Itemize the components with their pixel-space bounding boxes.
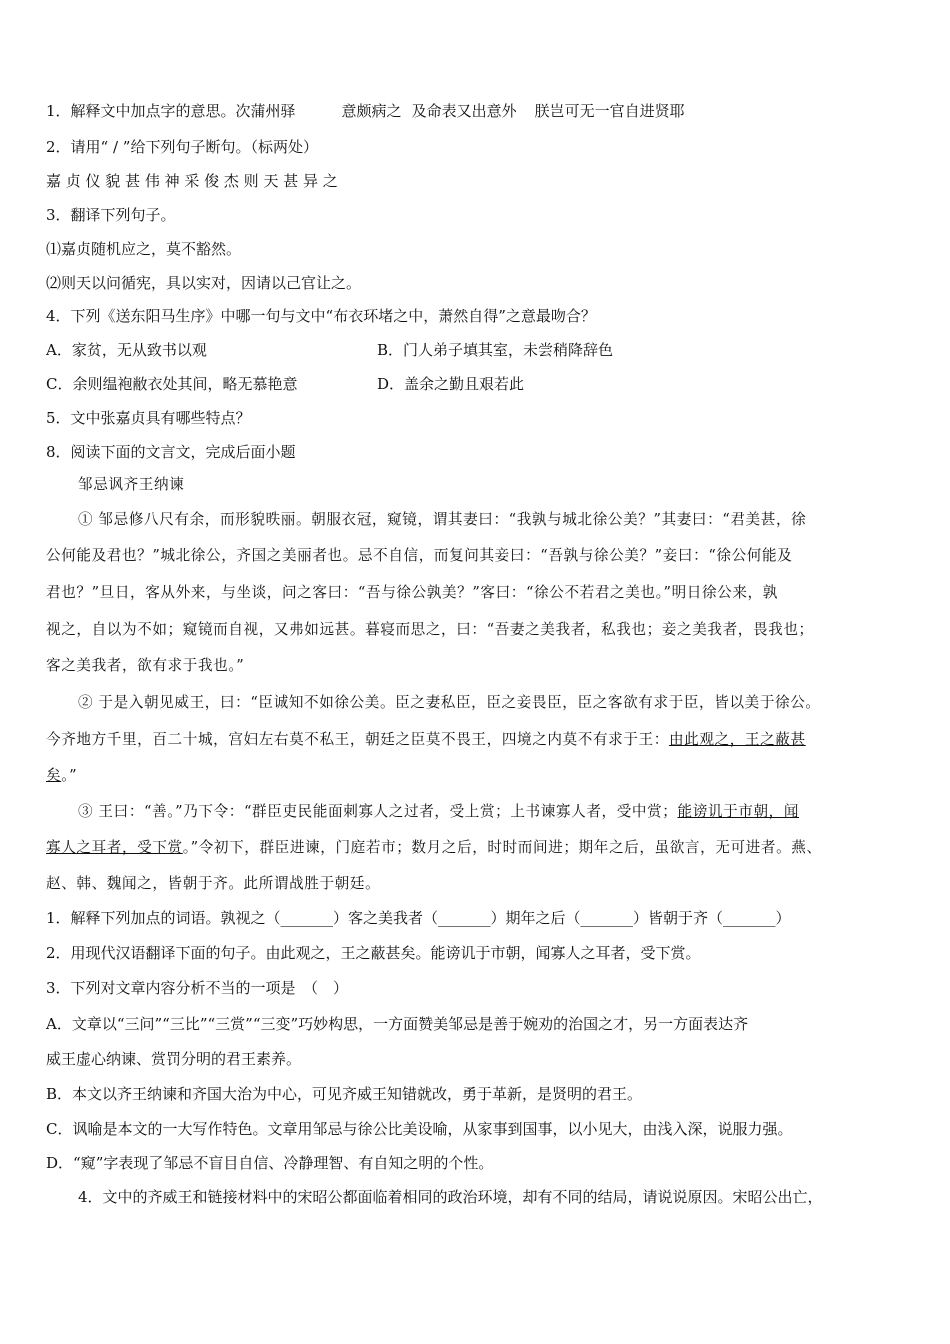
passage-p2-line-2: 今齐地方千里，百二十城，宫妇左右莫不私王，朝廷之臣莫不畏王，四境之内莫不有求于王：由此观之，王之蔽甚 [46,731,806,748]
option-c: C．余则缊袍敝衣处其间，略无慕艳意 [46,375,298,393]
passage-p1-line-2: 公何能及君也？”城北徐公，齐国之美丽者也。忌不自信，而复问其妾曰：“吾孰与徐公美？”妾曰：“徐公何能及 [46,547,793,564]
passage-p2-line-1: ② 于是入朝见威王，曰：“臣诚知不如徐公美。臣之妻私臣，臣之妾畏臣，臣之客欲有求于臣，皆以美于徐公。 [78,694,821,711]
question-7-2: 2．请用“ / ”给下列句子断句。（标两处） [46,138,318,156]
question-8-3-option-a-line-2: 威王虚心纳谏、赏罚分明的君王素养。 [46,1050,302,1068]
option-b: B．门人弟子填其室，未尝稍降辞色 [377,341,614,359]
question-8-3: 3．下列对文章内容分析不当的一项是 （ ） [46,979,349,997]
passage-p1-line-3: 君也？”旦日，客从外来，与坐谈，问之客曰：“吾与徐公孰美？”客曰：“徐公不若君之美也。”明日徐公来，孰 [46,584,778,601]
question-7-5: 5．文中张嘉贞具有哪些特点？ [46,409,251,427]
passage-p1-line-4: 视之，自以为不如；窥镜而自视，又弗如远甚。暮寝而思之，曰：“吾妻之美我者，私我也；妾之美我者，畏我也； [46,621,814,638]
question-8-3-option-d: D．“窥”字表现了邹忌不盲目自信、冷静理智、有自知之明的个性。 [46,1154,494,1172]
question-8-4: 4．文中的齐威王和链接材料中的宋昭公都面临着相同的政治环境，却有不同的结局，请说说原因。宋昭公出亡， [78,1188,823,1206]
underlined-sentence-2: 能谤讥于市朝，闻 [677,803,800,820]
option-a: A．家贫，无从致书以观 [46,341,207,359]
underlined-sentence-1-end: 矣 [46,767,62,784]
question-7-3-item-1: ⑴嘉贞随机应之，莫不豁然。 [46,240,242,258]
passage-p3-line-3: 赵、韩、魏闻之，皆朝于齐。此所谓战胜于朝廷。 [46,875,381,892]
question-8-heading: 8．阅读下面的文言文，完成后面小题 [46,443,296,461]
passage-p3-line-1: ③ 王曰：“善。”乃下令：“群臣吏民能面刺寡人之过者，受上赏；上书谏寡人者，受中赏；能谤讥于市朝，闻 [78,803,800,820]
option-d: D．盖余之勤且艰若此 [377,375,525,393]
passage-p3-line-2: 寡人之耳者，受下赏。”令初下，群臣进谏，门庭若市；数月之后，时时而间进；期年之后，虽欲言，无可进者。燕、 [46,839,822,856]
passage-p2-line-3: 矣。” [46,767,78,784]
passage-title: 邹忌讽齐王纳谏 [78,476,185,493]
question-8-1: 1．解释下列加点的词语。孰视之（_______）客之美我者（_______）期年之后（_______）皆朝于齐（_______） [46,909,791,927]
question-7-2-sentence: 嘉 贞 仪 貌 甚 伟 神 采 俊 杰 则 天 甚 异 之 [46,172,338,190]
question-7-1: 1．解释文中加点字的意思。次蒲州驿 意颇病之 及命表又出意外 朕岂可无一官自进贤耶 [46,102,685,120]
question-8-3-option-b: B．本文以齐王纳谏和齐国大治为中心，可见齐威王知错就改，勇于革新，是贤明的君王。 [46,1085,643,1103]
question-7-4: 4．下列《送东阳马生序》中哪一句与文中“布衣环堵之中，萧然自得”之意最吻合？ [46,307,596,325]
question-8-2: 2．用现代汉语翻译下面的句子。由此观之，王之蔽甚矣。能谤讥于市朝，闻寡人之耳者，受下赏。 [46,944,701,962]
question-8-3-option-a-line-1: A．文章以“三问”“三比”“三赏”“三变”巧妙构思，一方面赞美邹忌是善于婉劝的治国之才，另一方面表达齐 [46,1015,749,1033]
passage-p1-line-1: ① 邹忌修八尺有余，而形貌昳丽。朝服衣冠，窥镜，谓其妻曰：“我孰与城北徐公美？”其妻曰：“君美甚，徐 [78,511,807,528]
question-7-3: 3．翻译下列句子。 [46,206,176,224]
underlined-sentence-1: 由此观之，王之蔽甚 [668,731,806,748]
question-8-3-option-c: C．讽喻是本文的一大写作特色。文章用邹忌与徐公比美设喻，从家事到国事，以小见大，由浅入深，说服力强。 [46,1120,793,1138]
underlined-sentence-2-end: 寡人之耳者，受下赏 [46,839,183,856]
passage-p1-line-5: 客之美我者，欲有求于我也。” [46,657,245,674]
question-7-3-item-2: ⑵则天以问循宪，具以实对，因请以己官让之。 [46,274,362,292]
